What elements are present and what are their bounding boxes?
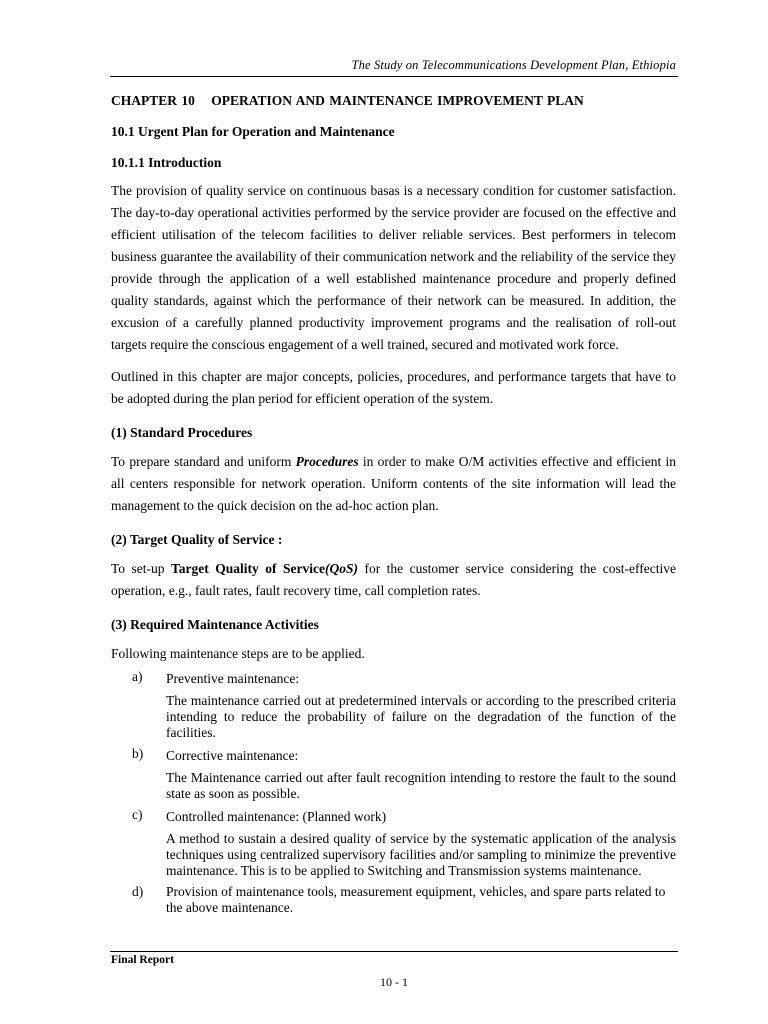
step-title: Corrective maintenance: [166,748,299,763]
step-description: The Maintenance carried out after fault recognition intending to restore the fault to the sound state as soon as possible. [166,770,676,801]
header-rule [110,76,678,77]
maintenance-activities-heading: (3) Required Maintenance Activities [111,617,319,632]
list-marker: c) [132,807,143,822]
step-title: Preventive maintenance: [166,671,300,686]
intro-paragraph-1: The provision of quality service on continuous basas is a necessary condition for customer satisfaction. The day-to-day operational activities performed by the service provider are focused on the effective and efficient utilisation of the telecom facilities to deliver reliable services. Best performers in telecom business guarantee the availability of their communication network and the reliability of the service they provide through the application of a well established maintenance procedure and properly defined quality standards, against which the performance of their network can be measured. In addition, the excusion of a carefully planned productivity improvement programs and the realisation of roll-out targets require the conscious engagement of a well trained, secured and motivated work force. [111,183,676,352]
footer-rule [110,951,678,952]
page-number: 10 - 1 [380,975,408,989]
list-marker: b) [132,746,144,761]
list-item [111,884,676,916]
standard-procedures-text-a: To prepare standard and uniform [111,454,296,469]
page-body [111,90,676,916]
list-marker: a) [132,669,143,684]
target-qos-bold: Target Quality of Service [171,561,325,576]
standard-procedures-paragraph [111,451,676,517]
target-qos-text-b: for the customer service considering the cost-effective operation, e.g., fault rates, fault recovery time, call completion rates. [111,561,676,598]
target-qos-paragraph [111,558,676,602]
standard-procedures-text-b: in order to make O/M activities effective and efficient in all centers responsible for network operation. Uniform contents of the site information will lead the management to the quick decision on the ad-hoc action plan. [111,454,676,513]
intro-paragraph-2: Outlined in this chapter are major concepts, policies, procedures, and performance targets that have to be adopted during the plan period for efficient operation of the system. [111,369,676,406]
target-qos-heading: (2) Target Quality of Service : [111,532,283,547]
target-qos-text-a: To set-up [111,561,172,576]
maintenance-intro: Following maintenance steps are to be applied. [111,646,365,661]
maintenance-steps-list [111,669,676,916]
standard-procedures-heading: (1) Standard Procedures [111,425,253,440]
procedures-emphasis: Procedures [295,454,359,469]
step-title: Provision of maintenance tools, measurement equipment, vehicles, and spare parts related to the above maintenance. [166,884,666,915]
list-item [111,669,676,741]
chapter-heading [111,93,676,109]
section-heading: 10.1 Urgent Plan for Operation and Maintenance [111,124,395,139]
qos-abbrev: (QoS) [324,561,358,576]
step-title: Controlled maintenance: (Planned work) [166,809,387,824]
footer-label: Final Report [111,954,174,966]
list-item [111,807,676,879]
step-description: The maintenance carried out at predetermined intervals or according to the prescribed criteria intending to reduce the probability of failure on the degradation of the function of the facilities. [166,693,676,740]
list-item [111,746,676,802]
list-marker: d) [132,884,144,899]
subsection-heading: 10.1.1 Introduction [111,155,222,170]
running-header: The Study on Telecommunications Development Plan, Ethiopia [351,58,676,72]
step-description: A method to sustain a desired quality of service by the systematic application of the analysis techniques using centralized supervisory facilities and/or sampling to minimize the preventive maintenance. This is to be applied to Switching and Transmission systems maintenance. [166,831,676,878]
chapter-title: OPERATION AND MAINTENANCE IMPROVEMENT PLAN [211,93,584,108]
chapter-number: CHAPTER 10 [111,93,195,108]
